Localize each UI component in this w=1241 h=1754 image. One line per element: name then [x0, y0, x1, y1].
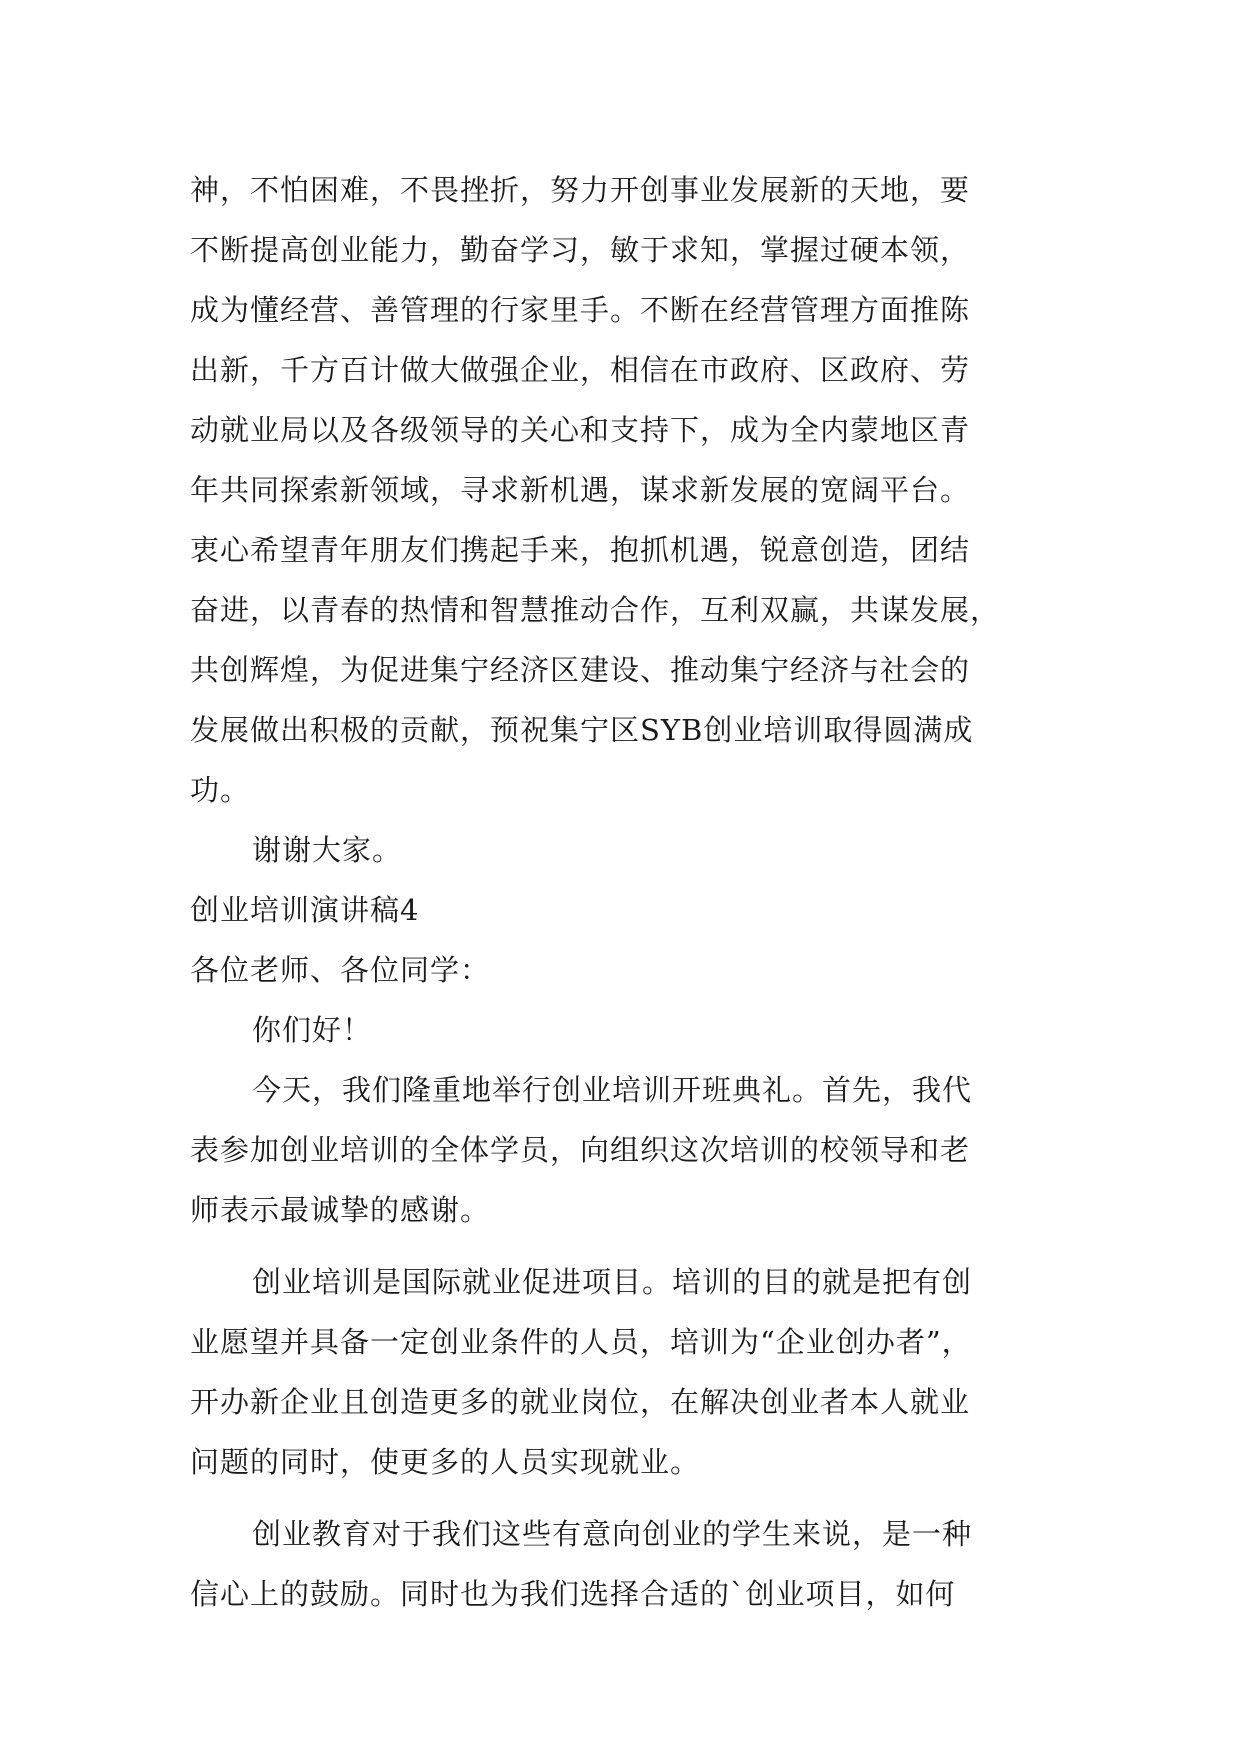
text-line: 动就业局以及各级领导的关心和支持下，成为全内蒙地区青	[190, 413, 971, 447]
text-line: 出新，千方百计做大做强企业，相信在市政府、区政府、劳	[190, 353, 971, 387]
closing-thanks: 谢谢大家。	[252, 833, 403, 867]
text-line: 师表示最诚挚的感谢。	[190, 1193, 491, 1227]
text-line: 奋进，以青春的热情和智慧推动合作，互利双赢，共谋发展，	[190, 593, 1001, 627]
text-line: 不断提高创业能力，勤奋学习，敏于求知，掌握过硬本领，	[190, 233, 971, 267]
greeting: 你们好！	[252, 1013, 373, 1047]
text-line: 发展做出积极的贡献，预祝集宁区SYB创业培训取得圆满成	[190, 713, 974, 747]
text-line: 表参加创业培训的全体学员，向组织这次培训的校领导和老	[190, 1133, 971, 1167]
salutation: 各位老师、各位同学：	[190, 953, 491, 987]
text-line: 问题的同时，使更多的人员实现就业。	[190, 1445, 701, 1479]
text-line: 创业教育对于我们这些有意向创业的学生来说，是一种	[252, 1517, 973, 1551]
text-line: 神，不怕困难，不畏挫折，努力开创事业发展新的天地，要	[190, 173, 971, 207]
paragraph-continuation	[190, 160, 1070, 820]
text-line: 信心上的鼓励。同时也为我们选择合适的`创业项目，如何	[190, 1577, 956, 1611]
section-title: 创业培训演讲稿4	[190, 893, 420, 927]
paragraph-opening	[190, 1060, 1070, 1240]
text-line: 创业培训是国际就业促进项目。培训的目的就是把有创	[252, 1265, 973, 1299]
text-line: 今天，我们隆重地举行创业培训开班典礼。首先，我代	[252, 1073, 973, 1107]
text-line: 成为懂经营、善管理的行家里手。不断在经营管理方面推陈	[190, 293, 971, 327]
text-line: 功。	[190, 773, 251, 807]
paragraph-entrepreneurship-education	[190, 1504, 1070, 1624]
document-body	[190, 160, 1070, 1624]
text-line: 衷心希望青年朋友们携起手来，抱抓机遇，锐意创造，团结	[190, 533, 971, 567]
text-line: 开办新企业且创造更多的就业岗位，在解决创业者本人就业	[190, 1385, 971, 1419]
text-line: 年共同探索新领域，寻求新机遇，谋求新发展的宽阔平台。	[190, 473, 971, 507]
paragraph-training-purpose	[190, 1252, 1070, 1492]
text-line: 共创辉煌，为促进集宁经济区建设、推动集宁经济与社会的	[190, 653, 971, 687]
text-line: 业愿望并具备一定创业条件的人员，培训为“企业创办者”，	[190, 1325, 972, 1359]
